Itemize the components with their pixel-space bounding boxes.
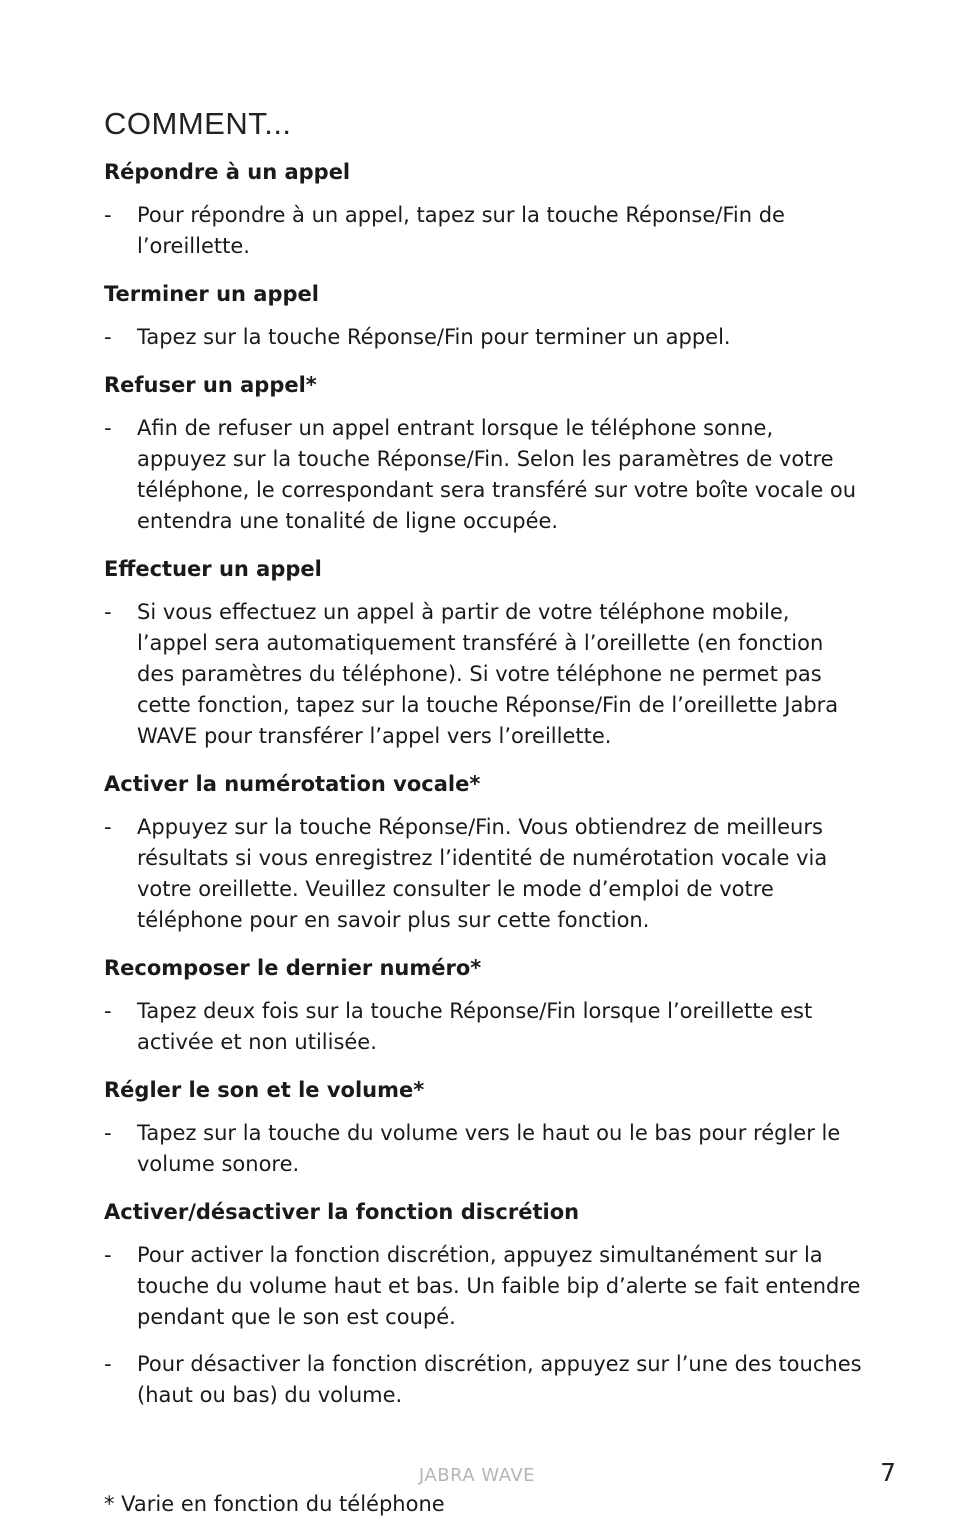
bullet-text: Appuyez sur la touche Réponse/Fin. Vous obtiendrez de meilleurs résultats si vous enregistrez l’identité de numérotation vocale via votre oreillette. Veuillez consulter le mode d’emploi de votre téléphone pour en savoir plus sur cette fonction.	[137, 815, 828, 932]
bullet-item	[104, 996, 864, 1058]
section	[104, 371, 864, 537]
bullet-list	[104, 200, 864, 262]
section-heading: Répondre à un appel	[104, 160, 351, 184]
bullet-item	[104, 322, 864, 353]
section	[104, 1198, 864, 1411]
footer-brand: JABRA WAVE	[418, 1465, 536, 1486]
section	[104, 954, 864, 1058]
section-heading: Régler le son et le volume*	[104, 1078, 425, 1102]
bullet-dash: -	[104, 1121, 112, 1145]
section	[104, 158, 864, 262]
bullet-list	[104, 322, 864, 353]
bullet-dash: -	[104, 1243, 112, 1267]
bullet-text: Pour activer la fonction discrétion, appuyez simultanément sur la touche du volume haut et bas. Un faible bip d’alerte se fait entendre pendant que le son est coupé.	[137, 1243, 861, 1329]
section-heading: Activer/désactiver la fonction discrétion	[104, 1200, 580, 1224]
bullet-list	[104, 812, 864, 936]
bullet-list	[104, 597, 864, 752]
page-title: COMMENT...	[104, 106, 292, 141]
bullet-list	[104, 1240, 864, 1411]
bullet-text: Tapez sur la touche Réponse/Fin pour terminer un appel.	[137, 325, 731, 349]
bullet-dash: -	[104, 416, 112, 440]
bullet-text: Afin de refuser un appel entrant lorsque le téléphone sonne, appuyez sur la touche Réponse/Fin. Selon les paramètres de votre téléphone, le correspondant sera transféré sur votre boîte vocale ou entendra une tonalité de ligne occupée.	[137, 416, 857, 533]
section-heading: Effectuer un appel	[104, 557, 322, 581]
bullet-text: Tapez sur la touche du volume vers le haut ou le bas pour régler le volume sonore.	[137, 1121, 841, 1176]
bullet-dash: -	[104, 999, 112, 1023]
main-content	[104, 106, 864, 1429]
section-heading: Refuser un appel*	[104, 373, 317, 397]
bullet-item	[104, 1240, 864, 1333]
bullet-item	[104, 597, 864, 752]
section-heading: Recomposer le dernier numéro*	[104, 956, 482, 980]
bullet-dash: -	[104, 600, 112, 624]
bullet-text: Si vous effectuez un appel à partir de votre téléphone mobile, l’appel sera automatiquement transféré à l’oreillette (en fonction des paramètres du téléphone). Si votre téléphone ne permet pas cette fonction, tapez sur la touche Réponse/Fin de l’oreillette Jabra WAVE pour transférer l’appel vers l’oreillette.	[137, 600, 839, 748]
bullet-list	[104, 413, 864, 537]
section	[104, 770, 864, 936]
page-number: 7	[880, 1458, 896, 1487]
bullet-item	[104, 413, 864, 537]
bullet-item	[104, 812, 864, 936]
bullet-text: Tapez deux fois sur la touche Réponse/Fin lorsque l’oreillette est activée et non utilisée.	[137, 999, 813, 1054]
bullet-item	[104, 200, 864, 262]
bullet-dash: -	[104, 815, 112, 839]
bullet-dash: -	[104, 203, 112, 227]
footnote: * Varie en fonction du téléphone	[104, 1492, 445, 1516]
section-heading: Activer la numérotation vocale*	[104, 772, 481, 796]
section	[104, 280, 864, 353]
bullet-item	[104, 1118, 864, 1180]
section	[104, 555, 864, 752]
bullet-item	[104, 1349, 864, 1411]
bullet-list	[104, 1118, 864, 1180]
bullet-list	[104, 996, 864, 1058]
bullet-text: Pour répondre à un appel, tapez sur la touche Réponse/Fin de l’oreillette.	[137, 203, 785, 258]
bullet-text: Pour désactiver la fonction discrétion, appuyez sur l’une des touches (haut ou bas) du volume.	[137, 1352, 862, 1407]
bullet-dash: -	[104, 1352, 112, 1376]
section-heading: Terminer un appel	[104, 282, 319, 306]
bullet-dash: -	[104, 325, 112, 349]
section	[104, 1076, 864, 1180]
